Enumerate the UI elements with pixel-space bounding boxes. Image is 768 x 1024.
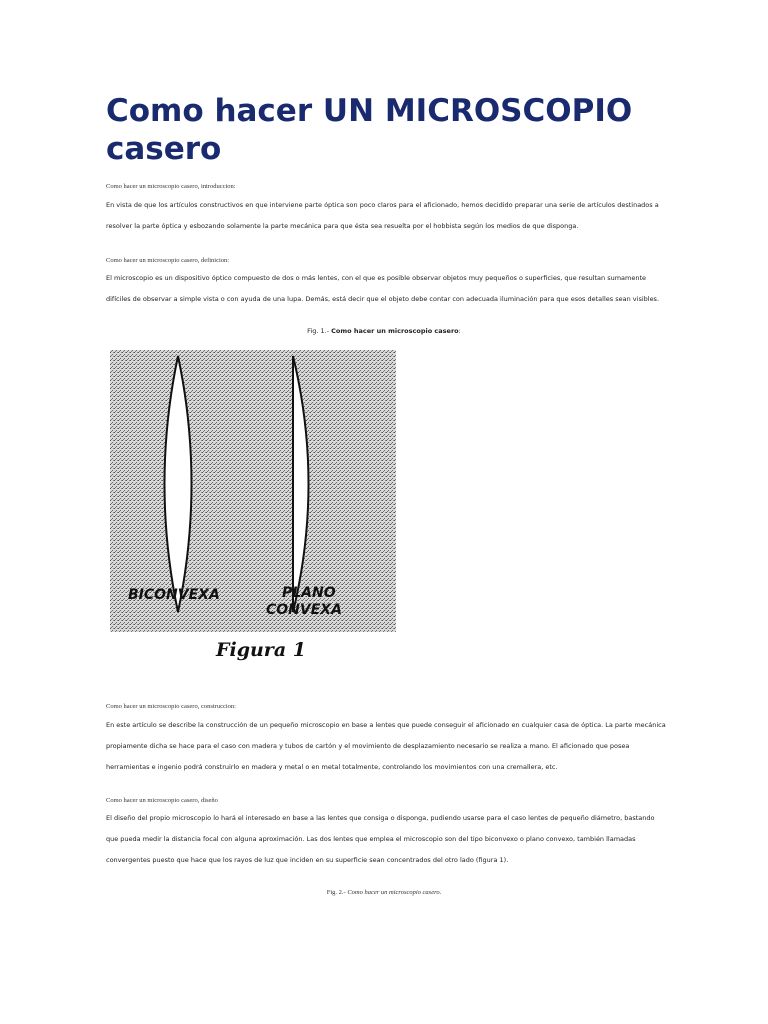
figure-2-caption	[0, 889, 768, 896]
paragraph-construccion: En este artículo se describe la construcción de un pequeño microscopio en base a lentes que puede conseguir el aficionado en cualquier casa de óptica. La parte mecánica propiamente dicha se hace para el caso con madera y tubos de cartón y el movimiento de desplazamiento necesario se realiza a mano. El aficionado que posea herramientas e ingenio podrá construirlo en madera y metal o en metal totalmente, controlando los movimientos con una cremallera, etc.	[106, 721, 666, 771]
section-note-definicion: Como hacer un microscopio casero, definicion:	[106, 257, 230, 264]
section-note-construccion: Como hacer un microscopio casero, construccion:	[106, 703, 236, 710]
figure-1-caption-bold: Como hacer un microscopio casero	[331, 327, 459, 335]
figure-2-caption-prefix: Fig. 2.-	[326, 889, 348, 896]
label-convexa: CONVEXA	[266, 602, 342, 618]
figure-1-lenses	[106, 344, 396, 664]
paragraph-intro: En vista de que los artículos constructivos en que interviene parte óptica son poco claros para el aficionado, hemos decidido preparar una serie de artículos destinados a resolver la parte óptica y esbozando solamente la parte mecánica para que ésta sea resuelta por el hobbista según los medios de que disponga.	[106, 201, 659, 230]
figure-2-caption-italic: Como hacer un microscopio casero	[347, 889, 440, 896]
figure-1-caption-prefix: Fig. 1.-	[307, 327, 332, 335]
figura-1-label: Figura 1	[216, 639, 306, 661]
figure-1-caption	[0, 327, 768, 335]
section-note-diseno: Como hacer un microscopio casero, diseño	[106, 797, 218, 804]
label-plano: PLANO	[282, 585, 336, 601]
paragraph-definicion: El microscopio es un dispositivo óptico compuesto de dos o más lentes, con el que es posible observar objetos muy pequeños o superficies, que resultan sumamente difíciles de observar a simple vista o con ayuda de una lupa. Demás, está decir que el objeto debe contar con adecuada iluminación para que esos detalles sean visibles.	[106, 274, 660, 303]
label-biconvexa: BICONVEXA	[128, 587, 220, 603]
lens-illustration	[106, 344, 396, 664]
page-title: Como hacer UN MICROSCOPIO casero	[106, 93, 633, 167]
figure-1-caption-suffix: :	[458, 327, 461, 335]
figure-2-caption-suffix: .	[439, 889, 442, 896]
section-note-intro: Como hacer un microscopio casero, introduccion:	[106, 183, 236, 190]
paragraph-diseno: El diseño del propio microscopio lo hará el interesado en base a las lentes que consiga o disponga, pudiendo usarse para el caso lentes de pequeño diámetro, bastando que pueda medir la distancia focal con alguna aproximación. Las dos lentes que emplea el microscopio son del tipo biconvexo o plano convexo, también llamadas convergentes puesto que hace que los rayos de luz que inciden en su superficie sean concentrados del otro lado (figura 1).	[106, 814, 655, 864]
